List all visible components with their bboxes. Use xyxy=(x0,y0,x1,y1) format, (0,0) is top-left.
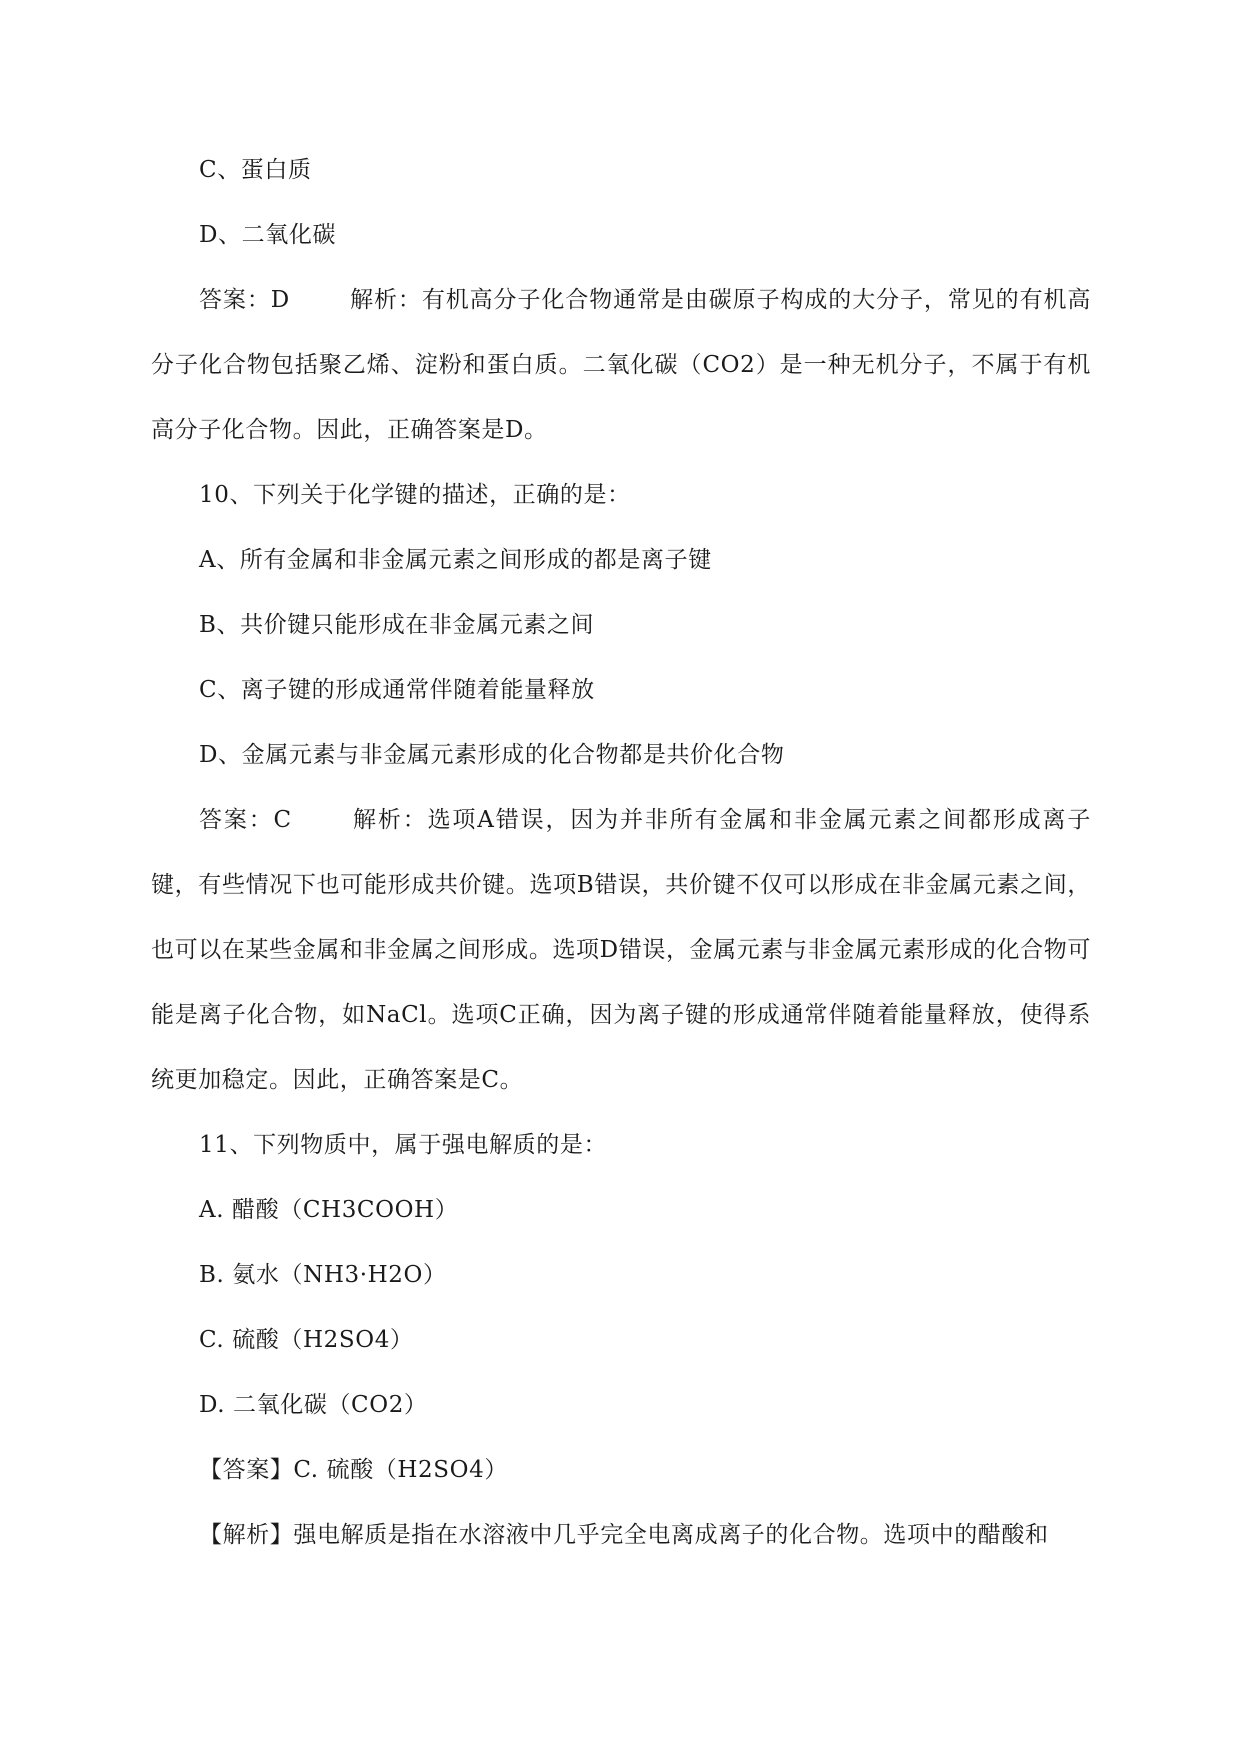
q9-answer-paragraph xyxy=(151,268,1091,463)
q11-answer xyxy=(151,1438,1091,1503)
q11-option-a-text: A. 醋酸（CH3COOH） xyxy=(199,1197,459,1223)
q11-option-d-text: D. 二氧化碳（CO2） xyxy=(199,1392,428,1418)
q10-option-b-text: B、共价键只能形成在非金属元素之间 xyxy=(199,612,595,638)
q11-explanation-text: 【解析】强电解质是指在水溶液中几乎完全电离成离子的化合物。选项中的醋酸和 xyxy=(199,1522,1049,1548)
q11-option-b xyxy=(151,1243,1091,1308)
q11-option-b-text: B. 氨水（NH3·H2O） xyxy=(199,1262,447,1288)
q9-option-c xyxy=(151,138,1091,203)
q10-explanation: 解析：选项A错误，因为并非所有金属和非金属元素之间都形成离子键，有些情况下也可能形成共价键。选项B错误，共价键不仅可以形成在非金属元素之间，也可以在某些金属和非金属之间形成。选项D错误，金属元素与非金属元素形成的化合物可能是离子化合物，如NaCl。选项C正确，因为离子键的形成通常伴随着能量释放，使得系统更加稳定。因此，正确答案是C。 xyxy=(151,807,1091,1093)
q9-option-d-text: D、二氧化碳 xyxy=(199,222,337,248)
q10-option-b xyxy=(151,593,1091,658)
q10-answer-paragraph xyxy=(151,788,1091,1113)
q10-question xyxy=(151,463,1091,528)
q10-option-d-text: D、金属元素与非金属元素形成的化合物都是共价化合物 xyxy=(199,742,785,768)
q10-option-c-text: C、离子键的形成通常伴随着能量释放 xyxy=(199,677,595,703)
q10-option-a xyxy=(151,528,1091,593)
q10-option-d xyxy=(151,723,1091,788)
q9-explanation: 解析：有机高分子化合物通常是由碳原子构成的大分子，常见的有机高分子化合物包括聚乙烯、淀粉和蛋白质。二氧化碳（CO2）是一种无机分子，不属于有机高分子化合物。因此，正确答案是D。 xyxy=(151,287,1091,443)
q11-answer-text: 【答案】C. 硫酸（H2SO4） xyxy=(199,1457,508,1483)
q11-option-d xyxy=(151,1373,1091,1438)
q11-option-c-text: C. 硫酸（H2SO4） xyxy=(199,1327,414,1353)
q9-answer: 答案：D xyxy=(199,287,290,313)
q11-question xyxy=(151,1113,1091,1178)
q11-explanation xyxy=(151,1503,1091,1568)
q11-question-text: 11、下列物质中，属于强电解质的是： xyxy=(199,1132,608,1158)
document-body xyxy=(151,138,1091,1568)
q10-question-text: 10、下列关于化学键的描述，正确的是： xyxy=(199,482,631,508)
q10-option-a-text: A、所有金属和非金属元素之间形成的都是离子键 xyxy=(199,547,712,573)
q11-option-a xyxy=(151,1178,1091,1243)
q9-option-c-text: C、蛋白质 xyxy=(199,157,312,183)
q11-option-c xyxy=(151,1308,1091,1373)
q10-answer: 答案：C xyxy=(199,807,292,833)
q10-option-c xyxy=(151,658,1091,723)
q9-option-d xyxy=(151,203,1091,268)
